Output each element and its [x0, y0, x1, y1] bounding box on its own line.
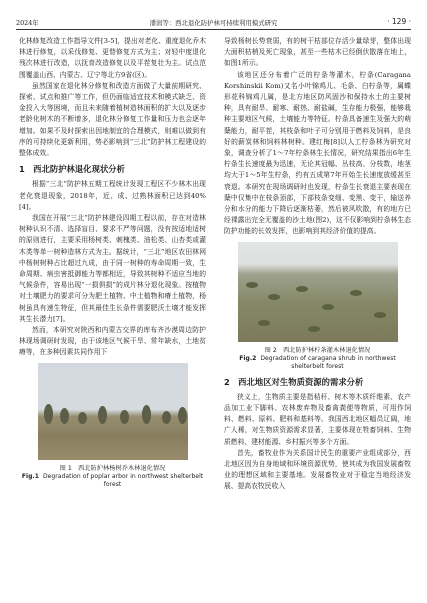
caragana-degradation-photo — [238, 242, 398, 342]
section-heading: 1 西北防护林退化现状分析 — [19, 164, 125, 175]
paragraph: 我国在开展“三北”防护林建设四期工程以前，存在对造林树种认识不清、选择盲目、要求不严等问题，没有按适地适树的原则进行，主要采用杨树类、刺槐类、油松类、山杏类或灌木类等单一树种造林方式为主。据统计，“三北”地区农田林网中杨树树种占比超过九成，由于同一树种的寿命周期一致，生命周期、病虫害抵御能力等都相近，导致其树种不适应当地的气候条件，容易出现“一损俱损”的成片林分退化现象。按植物对土壤肥力的要求可分为肥土植物、中土植物和瘠土植物，杨树虽具有速生特征，但其最佳生长条件需要肥沃土壤才能发挥其生长潜力[7]。 — [19, 214, 206, 323]
paragraph: 首先，畜牧业作为关系国计民生的重要产业组成部分，西北地区因为自身地域和环境资源优势，使其成为我国发展畜牧业的理想区域和主要基地。发展畜牧业对于稳定当地经济发展、提高农牧民收入 — [224, 448, 411, 491]
figure-1 — [19, 363, 206, 490]
figure-1-caption-en: Fig.1 Degradation of poplar arbor in northwest shelterbelt forest — [21, 472, 204, 489]
paragraph: 导致杨树长势衰弱，有的树干枯部位存活少量绿芽，整体出现大面积枯梢及死亡现象，甚至一些枯木已经倒伏散落在地上，如图1所示。 — [224, 37, 411, 68]
figure-1-label: Fig.1 — [21, 472, 39, 480]
figure-1-caption-zh: 图 1 西北防护林杨树乔木林退化情况 — [59, 464, 166, 472]
paragraph: 根据“三北”防护林五期工程统计发现工程区不少林木出现老化衰退现象，2018年，近、成、过熟林面积已达到40%[4]。 — [19, 180, 206, 211]
section-heading: 2 西北地区对生物质资源的需求分析 — [224, 376, 364, 387]
figure-2-caption-zh: 图 2 西北防护林柠条灌木林退化情况 — [264, 346, 371, 354]
header-rule — [16, 29, 411, 30]
paragraph: 狭义上，生物质主要是指秸秆、树木等木质纤维素、农产品加工业下脚料、农林废弃物及畜禽粪便等物质，可用作饲料、燃料、原料、肥料和基料等。我国西北地区幅员辽阔，地广人稀，对生物质资源需求显著，主要体现在牲畜饲料、生物质燃料、建材能源、乡村振兴等多个方面。 — [224, 392, 411, 446]
paragraph: 该地区还分布着广泛的柠条等灌木，柠条(Caragana Korshinskii Kom)又名小叶锦鸡儿、毛条、白柠条等，属蝶形花科锦鸡儿属，是北方地区防风固沙和保持水土的主要树种，具有耐旱、耐寒、耐热、耐盐碱，生存能力极强，能够栽种主要地区气候，土壤能力等特征。柠条具备速生及强大的萌蘖能力，耐平茬，其枝条和叶子可分别用于燃料及饲料，是良好的薪炭林和饲料林树种。建红梅[8]以人工柠条林为研究对象，调查分析了1～7年柠条林生长情况，研究结果指出6年生柠条生长速度最为迅速，无论其冠幅、丛枝高、分枝数，地茎均大于1～5年生柠条，约有五成第7年开始生长速度放缓甚至衰退。本研究在现场调研时也发现，柠条生长衰退主要表现在蘖中仅集中在枝条顶部，下部枝条变细、变黑、变干，输送养分和水分的能力下降后逐渐枯萎，然后被风吹散，有的地方已经裸露出完全无覆盖的沙土地(图2)，这不仅影响到柠条林生态防护功能的长效发挥，也影响到其经济价值的提高。 — [224, 70, 411, 236]
figure-2 — [224, 242, 411, 372]
paragraph: 虽然国家在退化林分修复和改造方面做了大量前期研究、探索、试点和推广等工作，但仍面临适宜技术和模式缺乏、资金投入大等困境，而且未来随着植树造林面积的扩大以及逐步老龄化树木的不断增多，退化林分修复工作量和压力也会逐年增加。如果不及时探索出因地制宜的合理模式，则难以做到有序的可持续化更新利用，势必影响到“三北”防护林工程建设的整体成效。 — [19, 81, 206, 158]
figure-2-label: Fig.2 — [239, 354, 257, 362]
right-column — [224, 36, 411, 493]
year-issue: 2024年 — [16, 19, 39, 27]
running-title: 潘润等：西北退化防护林可持续利用模式研究 — [149, 19, 278, 27]
figure-2-caption-en: Fig.2 Degradation of caragana shrub in northwest shelterbelt forest — [239, 354, 396, 371]
page-header — [16, 16, 411, 28]
page-number: · 129 · — [387, 17, 411, 26]
paragraph: 化林修复改造工作指导文件[3-5]，提出对老化、重度退化乔木林进行修复，以采伐修复、更替修复方式为主；对轻中度退化残次林进行改造，以抚育改造修复以及平茬复壮为主。试点范围覆盖山西、内蒙古、辽宁等北方9省(区)。 — [19, 37, 206, 79]
left-column — [19, 36, 206, 493]
paragraph: 然而，本研究对陕西和内蒙古交界的库布齐沙漠周边防护林现场调研时发现，由于该地区气候干旱、常年缺水，土地贫瘠等，在多种因素共同作用下 — [19, 326, 206, 357]
poplar-degradation-photo — [38, 363, 188, 460]
